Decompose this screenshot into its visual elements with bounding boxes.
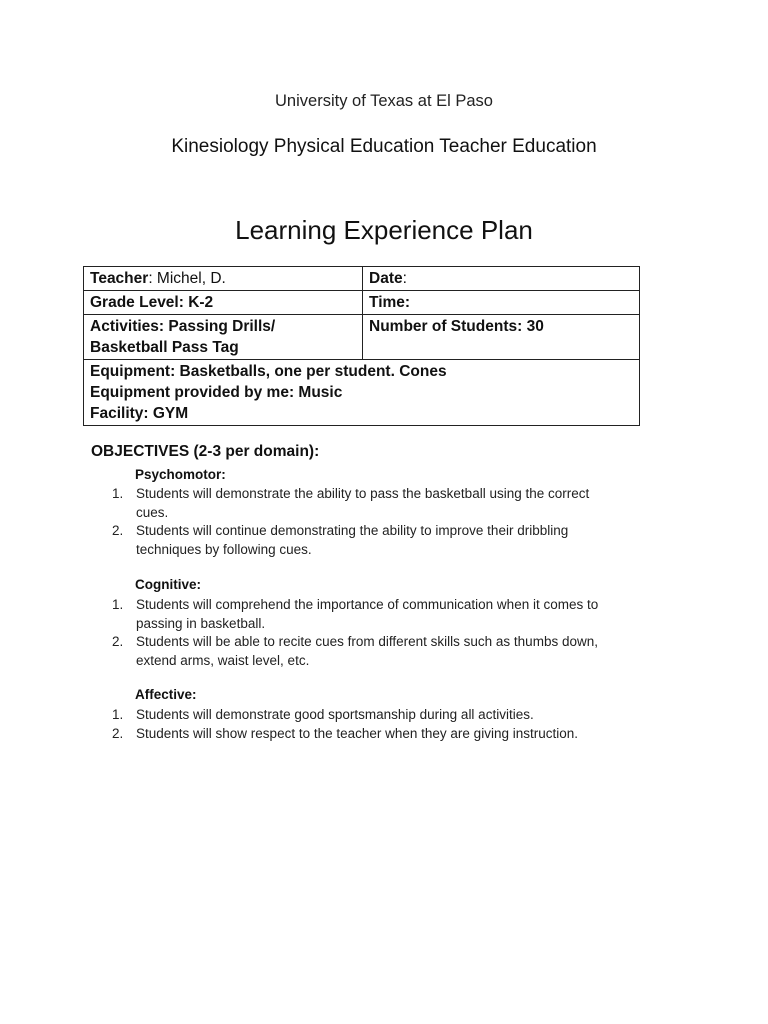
objective-text: Students will show respect to the teacher when they are giving instruction. [136,725,578,741]
objective-text: Students will demonstrate the ability to pass the basketball using the correct [136,486,590,501]
teacher-value: : Michel, D. [148,270,226,287]
date-value: : [402,270,407,287]
list-number: 2. [112,523,124,538]
university-name: University of Texas at El Paso [275,92,493,110]
facility-line: Facility: GYM [90,405,189,422]
list-number: 1. [112,597,124,612]
objective-text: Students will demonstrate good sportsmanship during all activities. [136,707,534,722]
affective-label: Affective: [135,687,197,702]
psychomotor-list [0,485,700,559]
activities-line-2: Basketball Pass Tag [90,339,239,356]
equipment-cell [84,360,640,426]
table-row [84,267,640,291]
cognitive-list [0,596,700,670]
list-item [0,522,700,559]
list-number: 1. [112,707,124,722]
list-item [0,725,700,744]
objective-text: extend arms, waist level, etc. [136,652,310,668]
affective-list [0,706,700,743]
teacher-label: Teacher [90,270,149,287]
table-row [84,315,640,360]
table-row [84,291,640,315]
date-label: Date [369,270,403,287]
list-item [0,596,700,633]
activities-line-1: Activities: Passing Drills/ [90,318,276,335]
cognitive-label: Cognitive: [135,577,201,592]
number-of-students-cell: Number of Students: 30 [363,315,640,360]
list-number: 2. [112,634,124,649]
department-name: Kinesiology Physical Education Teacher Education [171,136,597,157]
list-number: 1. [112,486,124,501]
teacher-cell [84,267,363,291]
time-cell: Time: [363,291,640,315]
page-title: Learning Experience Plan [235,215,533,245]
objective-text: passing in basketball. [136,615,266,631]
equipment-provided-line: Equipment provided by me: Music [90,384,343,401]
objectives-heading: OBJECTIVES (2-3 per domain): [91,443,320,460]
date-cell [363,267,640,291]
activities-cell [84,315,363,360]
objective-text: Students will be able to recite cues from different skills such as thumbs down, [136,634,598,649]
objective-text: techniques by following cues. [136,541,312,557]
grade-level-cell: Grade Level: K-2 [84,291,363,315]
list-item [0,706,700,725]
objective-text: cues. [136,504,169,520]
table-row [84,360,640,426]
objective-text: Students will comprehend the importance of communication when it comes to [136,597,599,612]
list-item [0,485,700,522]
list-item [0,633,700,670]
objective-text: Students will continue demonstrating the ability to improve their dribbling [136,523,569,538]
equipment-line: Equipment: Basketballs, one per student. Cones [90,363,447,380]
psychomotor-label: Psychomotor: [135,467,226,482]
lesson-info-table [83,266,640,426]
list-number: 2. [112,725,124,741]
